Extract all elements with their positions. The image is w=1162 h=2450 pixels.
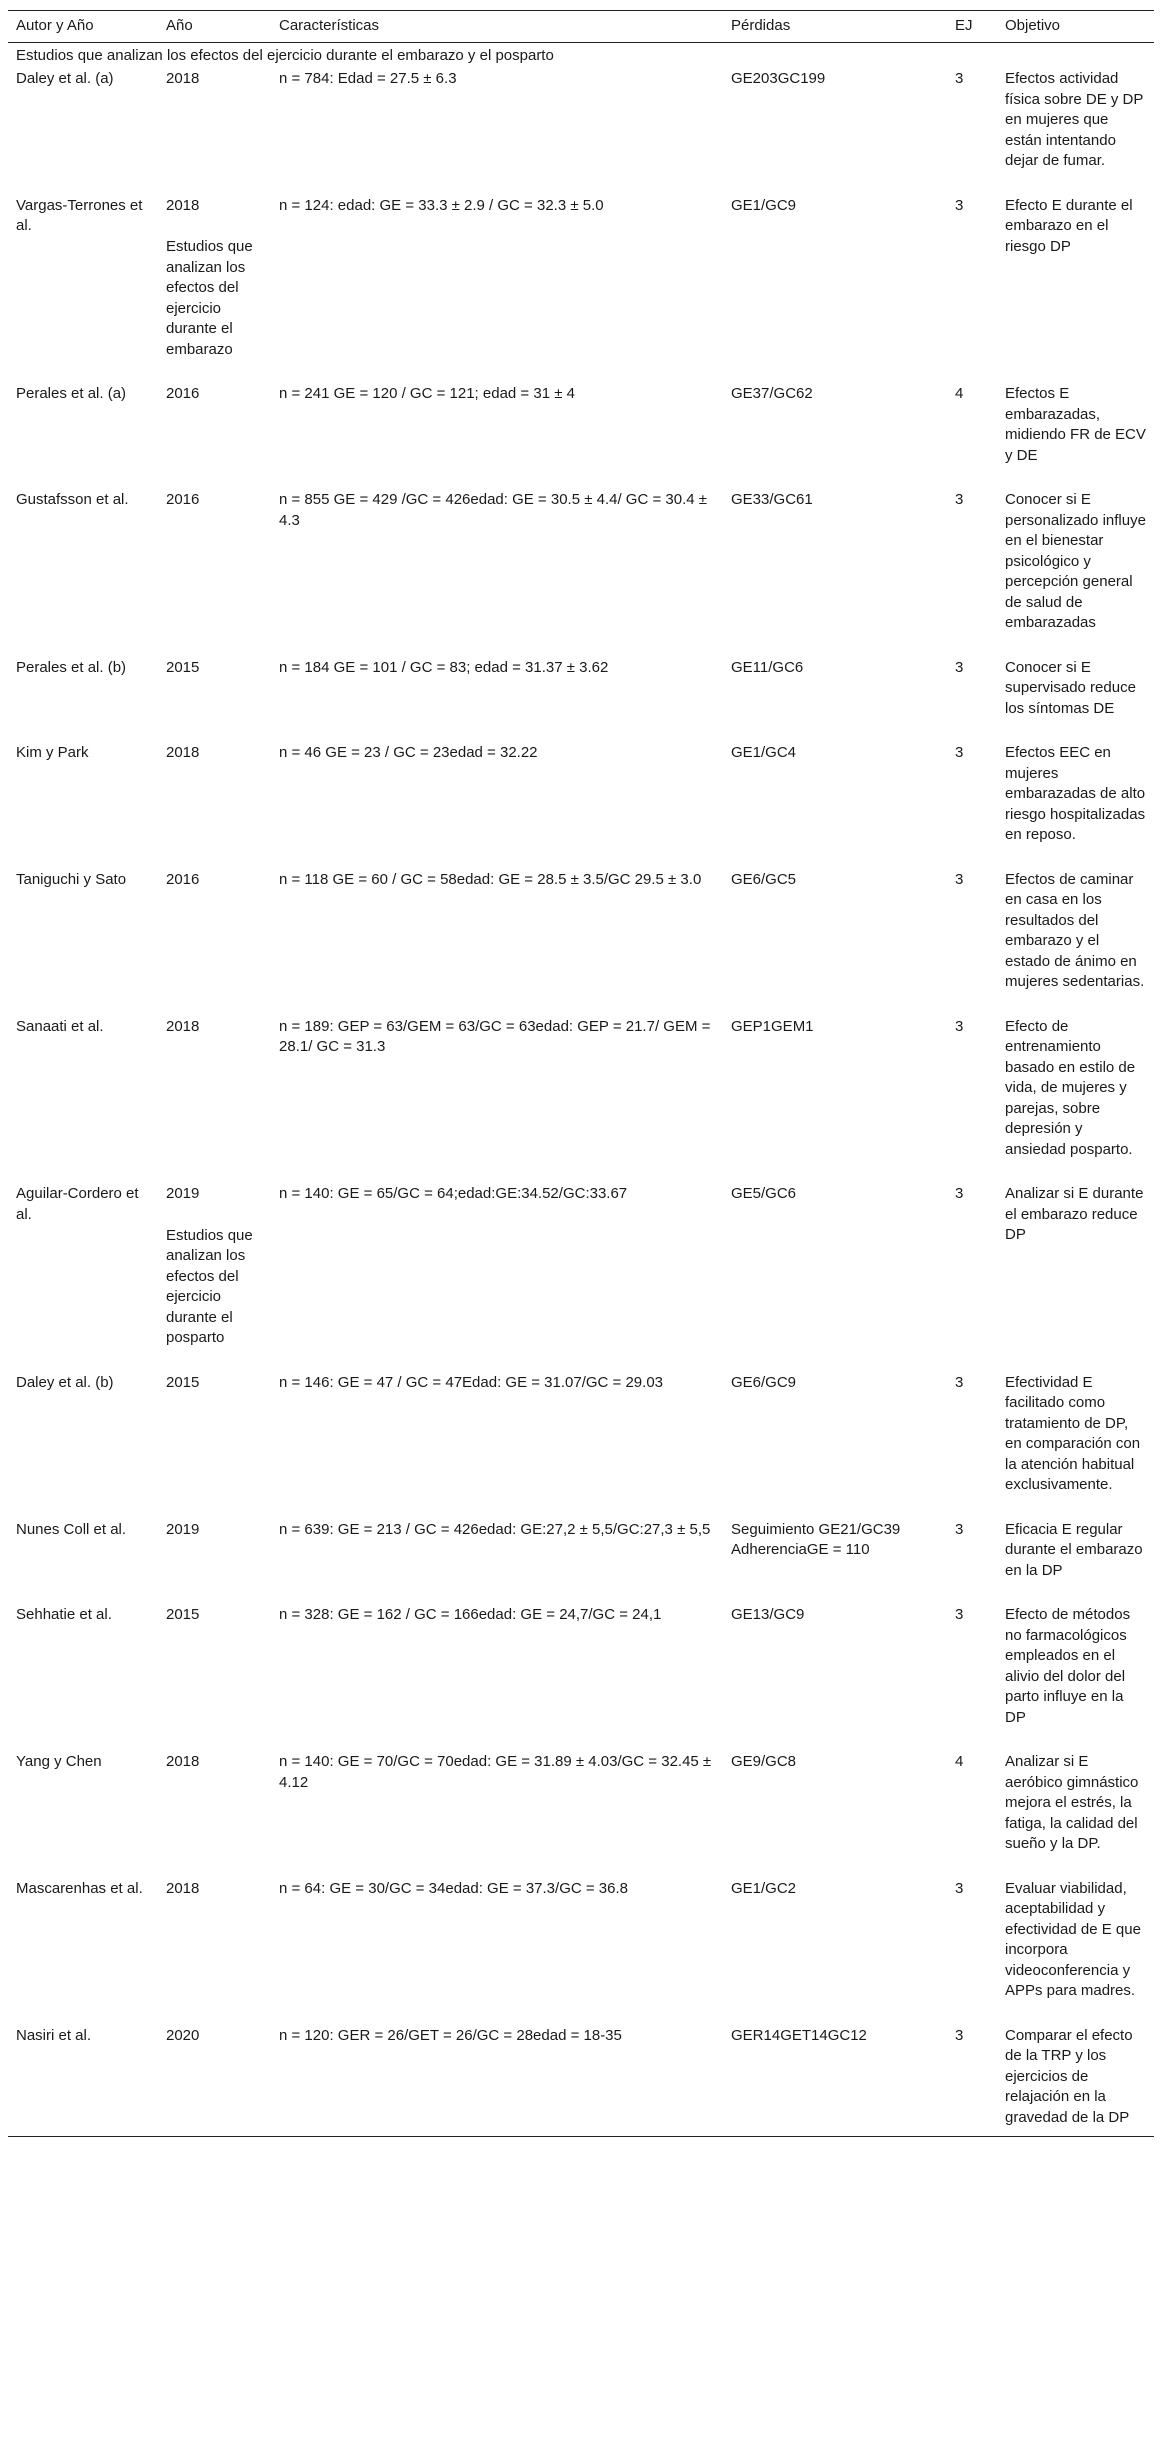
autor-text: Vargas-Terrones et al. xyxy=(16,196,143,234)
table-row xyxy=(8,1014,1154,1182)
cell-ej xyxy=(947,2023,997,2137)
cell-objetivo xyxy=(997,1517,1154,1603)
caracteristicas-text: n = 328: GE = 162 / GC = 166edad: GE = 24,7/GC = 24,1 xyxy=(279,1606,662,1623)
ej-text: 3 xyxy=(955,1185,964,1202)
autor-text: Perales et al. (a) xyxy=(16,385,127,402)
autor-text: Mascarenhas et al. xyxy=(16,1879,143,1897)
cell-caracteristicas xyxy=(271,867,723,1014)
cell-anio xyxy=(158,1181,271,1370)
cell-ej xyxy=(947,655,997,741)
objetivo-text: Eficacia E regular durante el embarazo en la DP xyxy=(1005,1520,1143,1579)
table-row xyxy=(8,1517,1154,1603)
ej-text: 3 xyxy=(955,1017,964,1035)
table-row xyxy=(8,1602,1154,1749)
cell-perdidas xyxy=(723,1749,947,1876)
perdidas-text: GE9/GC8 xyxy=(731,1753,797,1770)
autor-text: Daley et al. (a) xyxy=(16,70,114,87)
cell-autor xyxy=(8,1370,158,1517)
cell-anio xyxy=(158,487,271,655)
header-caracteristicas: Características xyxy=(271,11,723,43)
cell-autor xyxy=(8,487,158,655)
caracteristicas-text: n = 140: GE = 65/GC = 64;edad:GE:34.52/GC:33.67 xyxy=(279,1185,628,1202)
header-row xyxy=(8,11,1154,43)
anio-text: 2015 xyxy=(166,658,200,676)
cell-objetivo xyxy=(997,193,1154,382)
cell-ej xyxy=(947,1014,997,1182)
cell-perdidas xyxy=(723,66,947,193)
cell-caracteristicas xyxy=(271,193,723,382)
cell-objetivo xyxy=(997,381,1154,487)
cell-autor xyxy=(8,1602,158,1749)
autor-text: Gustafsson et al. xyxy=(16,491,129,508)
cell-caracteristicas xyxy=(271,2023,723,2137)
caracteristicas-text: n = 855 GE = 429 /GC = 426edad: GE = 30.5 ± 4.4/ GC = 30.4 ± 4.3 xyxy=(279,491,712,529)
table-row xyxy=(8,740,1154,867)
ej-text: 3 xyxy=(955,196,964,214)
anio-text: 2016 xyxy=(166,385,200,402)
table-row xyxy=(8,1181,1154,1370)
cell-ej xyxy=(947,193,997,382)
cell-autor xyxy=(8,2023,158,2137)
cell-anio xyxy=(158,1370,271,1517)
cell-caracteristicas xyxy=(271,487,723,655)
perdidas-text: GE5/GC6 xyxy=(731,1185,797,1202)
cell-caracteristicas xyxy=(271,1876,723,2023)
table-row xyxy=(8,66,1154,193)
objetivo-text: Efectos E embarazadas, midiendo FR de ECV y DE xyxy=(1005,385,1146,464)
cell-caracteristicas xyxy=(271,1602,723,1749)
ej-text: 3 xyxy=(955,1520,964,1538)
cell-perdidas xyxy=(723,381,947,487)
section-row xyxy=(8,42,1154,66)
cell-objetivo xyxy=(997,867,1154,1014)
perdidas-text: GER14GET14GC12 xyxy=(731,2026,867,2044)
cell-ej xyxy=(947,1876,997,2023)
caracteristicas-text: n = 120: GER = 26/GET = 26/GC = 28edad = 18-35 xyxy=(279,2026,622,2044)
perdidas-text: GE6/GC5 xyxy=(731,870,797,888)
cell-caracteristicas xyxy=(271,1181,723,1370)
perdidas-text: GE1/GC2 xyxy=(731,1879,797,1897)
cell-anio xyxy=(158,1749,271,1876)
perdidas-text: GE203GC199 xyxy=(731,70,826,87)
cell-ej xyxy=(947,1181,997,1370)
objetivo-text: Conocer si E personalizado influye en el bienestar psicológico y percepción general de salud de embarazadas xyxy=(1005,491,1146,631)
objetivo-text: Analizar si E aeróbico gimnástico mejora el estrés, la fatiga, la calidad del sueño y la DP. xyxy=(1005,1753,1139,1852)
objetivo-text: Efecto E durante el embarazo en el riesgo DP xyxy=(1005,196,1133,255)
cell-autor xyxy=(8,1181,158,1370)
cell-perdidas xyxy=(723,1876,947,2023)
cell-autor xyxy=(8,193,158,382)
cell-anio xyxy=(158,1602,271,1749)
cell-autor xyxy=(8,655,158,741)
cell-anio xyxy=(158,2023,271,2137)
anio-text: 2015 xyxy=(166,1606,200,1623)
ej-text: 3 xyxy=(955,491,964,508)
section-title: Estudios que analizan los efectos del ejercicio durante el embarazo y el posparto xyxy=(16,46,554,64)
cell-anio xyxy=(158,655,271,741)
objetivo-text: Efectos actividad física sobre DE y DP en mujeres que están intentando dejar de fumar. xyxy=(1005,70,1144,169)
caracteristicas-text: n = 124: edad: GE = 33.3 ± 2.9 / GC = 32.3 ± 5.0 xyxy=(279,196,604,214)
autor-text: Aguilar-Cordero et al. xyxy=(16,1185,139,1223)
objetivo-text: Efecto de métodos no farmacológicos empleados en el alivio del dolor del parto influye en la DP xyxy=(1005,1606,1131,1726)
anio-text: 2019 xyxy=(166,1185,200,1202)
cell-perdidas xyxy=(723,193,947,382)
group-note: Estudios que analizan los efectos del ejercicio durante el embarazo xyxy=(166,238,253,358)
cell-ej xyxy=(947,1602,997,1749)
anio-text: 2016 xyxy=(166,491,200,508)
cell-anio xyxy=(158,66,271,193)
cell-autor xyxy=(8,740,158,867)
cell-caracteristicas xyxy=(271,66,723,193)
table-row xyxy=(8,381,1154,487)
ej-text: 3 xyxy=(955,2026,964,2044)
objetivo-text: Evaluar viabilidad, aceptabilidad y efectividad de E que incorpora videoconferencia y APPs para madres. xyxy=(1005,1879,1141,1999)
header-anio: Año xyxy=(158,11,271,43)
cell-anio xyxy=(158,1014,271,1182)
cell-autor xyxy=(8,1517,158,1603)
autor-text: Daley et al. (b) xyxy=(16,1373,114,1391)
cell-perdidas xyxy=(723,487,947,655)
table-row xyxy=(8,2023,1154,2137)
caracteristicas-text: n = 184 GE = 101 / GC = 83; edad = 31.37 ± 3.62 xyxy=(279,658,609,676)
cell-autor xyxy=(8,867,158,1014)
cell-ej xyxy=(947,66,997,193)
caracteristicas-text: n = 140: GE = 70/GC = 70edad: GE = 31.89 ± 4.03/GC = 32.45 ± 4.12 xyxy=(279,1753,716,1791)
table-row xyxy=(8,1370,1154,1517)
header-perdidas: Pérdidas xyxy=(723,11,947,43)
cell-anio xyxy=(158,381,271,487)
cell-caracteristicas xyxy=(271,1517,723,1603)
anio-text: 2018 xyxy=(166,196,200,214)
objetivo-text: Efectos de caminar en casa en los resultados del embarazo y el estado de ánimo en mujeres sedentarias. xyxy=(1005,870,1145,990)
perdidas-text: GE1/GC9 xyxy=(731,196,797,214)
table-row xyxy=(8,655,1154,741)
anio-text: 2019 xyxy=(166,1520,200,1538)
cell-autor xyxy=(8,66,158,193)
table-row xyxy=(8,487,1154,655)
table-row xyxy=(8,867,1154,1014)
cell-anio xyxy=(158,867,271,1014)
caracteristicas-text: n = 639: GE = 213 / GC = 426edad: GE:27,2 ± 5,5/GC:27,3 ± 5,5 xyxy=(279,1520,711,1538)
ej-text: 3 xyxy=(955,1606,964,1623)
ej-text: 3 xyxy=(955,1879,964,1897)
anio-text: 2018 xyxy=(166,70,200,87)
cell-objetivo xyxy=(997,66,1154,193)
anio-text: 2015 xyxy=(166,1373,200,1391)
cell-objetivo xyxy=(997,1602,1154,1749)
cell-objetivo xyxy=(997,1370,1154,1517)
objetivo-text: Efecto de entrenamiento basado en estilo de vida, de mujeres y parejas, sobre depresión y ansiedad posparto. xyxy=(1005,1017,1136,1158)
cell-ej xyxy=(947,740,997,867)
perdidas-text: GEP1GEM1 xyxy=(731,1017,814,1035)
cell-ej xyxy=(947,1517,997,1603)
autor-text: Perales et al. (b) xyxy=(16,658,127,676)
cell-perdidas xyxy=(723,867,947,1014)
caracteristicas-text: n = 784: Edad = 27.5 ± 6.3 xyxy=(279,70,457,87)
cell-perdidas xyxy=(723,1517,947,1603)
cell-anio xyxy=(158,1517,271,1603)
cell-autor xyxy=(8,1014,158,1182)
cell-autor xyxy=(8,1749,158,1876)
caracteristicas-text: n = 64: GE = 30/GC = 34edad: GE = 37.3/GC = 36.8 xyxy=(279,1879,628,1897)
autor-text: Yang y Chen xyxy=(16,1753,102,1770)
cell-perdidas xyxy=(723,1181,947,1370)
cell-perdidas xyxy=(723,1014,947,1182)
table-body xyxy=(8,42,1154,2137)
cell-objetivo xyxy=(997,1014,1154,1182)
cell-anio xyxy=(158,193,271,382)
cell-perdidas xyxy=(723,655,947,741)
anio-text: 2018 xyxy=(166,1753,200,1770)
cell-objetivo xyxy=(997,2023,1154,2137)
objetivo-text: Efectividad E facilitado como tratamiento de DP, en comparación con la atención habitual exclusivamente. xyxy=(1005,1373,1141,1493)
caracteristicas-text: n = 146: GE = 47 / GC = 47Edad: GE = 31.07/GC = 29.03 xyxy=(279,1373,664,1391)
autor-text: Sanaati et al. xyxy=(16,1017,104,1035)
anio-text: 2020 xyxy=(166,2026,200,2044)
objetivo-text: Conocer si E supervisado reduce los síntomas DE xyxy=(1005,658,1136,717)
cell-ej xyxy=(947,867,997,1014)
autor-text: Taniguchi y Sato xyxy=(16,870,127,888)
cell-ej xyxy=(947,381,997,487)
group-note: Estudios que analizan los efectos del ejercicio durante el posparto xyxy=(166,1226,253,1346)
cell-caracteristicas xyxy=(271,1370,723,1517)
ej-text: 3 xyxy=(955,658,964,676)
cell-objetivo xyxy=(997,740,1154,867)
cell-caracteristicas xyxy=(271,740,723,867)
perdidas-text: GE37/GC62 xyxy=(731,385,813,402)
studies-table xyxy=(8,10,1154,2137)
cell-objetivo xyxy=(997,1876,1154,2023)
autor-text: Nasiri et al. xyxy=(16,2026,92,2044)
autor-text: Sehhatie et al. xyxy=(16,1606,112,1623)
ej-text: 4 xyxy=(955,385,964,402)
anio-text: 2018 xyxy=(166,744,200,761)
cell-objetivo xyxy=(997,1181,1154,1370)
perdidas-text: GE33/GC61 xyxy=(731,491,813,508)
caracteristicas-text: n = 46 GE = 23 / GC = 23edad = 32.22 xyxy=(279,744,538,761)
perdidas-text: GE13/GC9 xyxy=(731,1606,805,1623)
objetivo-text: Efectos EEC en mujeres embarazadas de alto riesgo hospitalizadas en reposo. xyxy=(1005,744,1146,843)
ej-text: 3 xyxy=(955,70,964,87)
anio-text: 2018 xyxy=(166,1879,200,1897)
table-row xyxy=(8,1876,1154,2023)
header-ej: EJ xyxy=(947,11,997,43)
cell-perdidas xyxy=(723,2023,947,2137)
anio-text: 2018 xyxy=(166,1017,200,1035)
cell-ej xyxy=(947,1749,997,1876)
anio-text: 2016 xyxy=(166,870,200,888)
header-objetivo: Objetivo xyxy=(997,11,1154,43)
ej-text: 3 xyxy=(955,744,964,761)
autor-text: Nunes Coll et al. xyxy=(16,1520,127,1538)
cell-autor xyxy=(8,1876,158,2023)
perdidas-text: GE1/GC4 xyxy=(731,744,797,761)
cell-perdidas xyxy=(723,1602,947,1749)
cell-caracteristicas xyxy=(271,1014,723,1182)
cell-autor xyxy=(8,381,158,487)
ej-text: 3 xyxy=(955,1373,964,1391)
table-row xyxy=(8,193,1154,382)
cell-objetivo xyxy=(997,655,1154,741)
cell-caracteristicas xyxy=(271,1749,723,1876)
ej-text: 3 xyxy=(955,870,964,888)
autor-text: Kim y Park xyxy=(16,744,89,761)
cell-perdidas xyxy=(723,1370,947,1517)
cell-anio xyxy=(158,1876,271,2023)
objetivo-text: Analizar si E durante el embarazo reduce DP xyxy=(1005,1185,1144,1243)
table-row xyxy=(8,1749,1154,1876)
ej-text: 4 xyxy=(955,1753,964,1770)
cell-anio xyxy=(158,740,271,867)
cell-ej xyxy=(947,487,997,655)
caracteristicas-text: n = 241 GE = 120 / GC = 121; edad = 31 ± 4 xyxy=(279,385,575,402)
perdidas-text: Seguimiento GE21/GC39 AdherenciaGE = 110 xyxy=(731,1520,901,1558)
perdidas-text: GE6/GC9 xyxy=(731,1373,797,1391)
perdidas-text: GE11/GC6 xyxy=(731,658,804,676)
objetivo-text: Comparar el efecto de la TRP y los ejercicios de relajación en la gravedad de la DP xyxy=(1005,2026,1133,2126)
caracteristicas-text: n = 189: GEP = 63/GEM = 63/GC = 63edad: GEP = 21.7/ GEM = 28.1/ GC = 31.3 xyxy=(279,1017,715,1055)
caracteristicas-text: n = 118 GE = 60 / GC = 58edad: GE = 28.5 ± 3.5/GC 29.5 ± 3.0 xyxy=(279,870,702,888)
cell-caracteristicas xyxy=(271,655,723,741)
cell-objetivo xyxy=(997,487,1154,655)
cell-ej xyxy=(947,1370,997,1517)
cell-perdidas xyxy=(723,740,947,867)
header-autor: Autor y Año xyxy=(8,11,158,43)
cell-caracteristicas xyxy=(271,381,723,487)
table-header xyxy=(8,11,1154,43)
cell-objetivo xyxy=(997,1749,1154,1876)
